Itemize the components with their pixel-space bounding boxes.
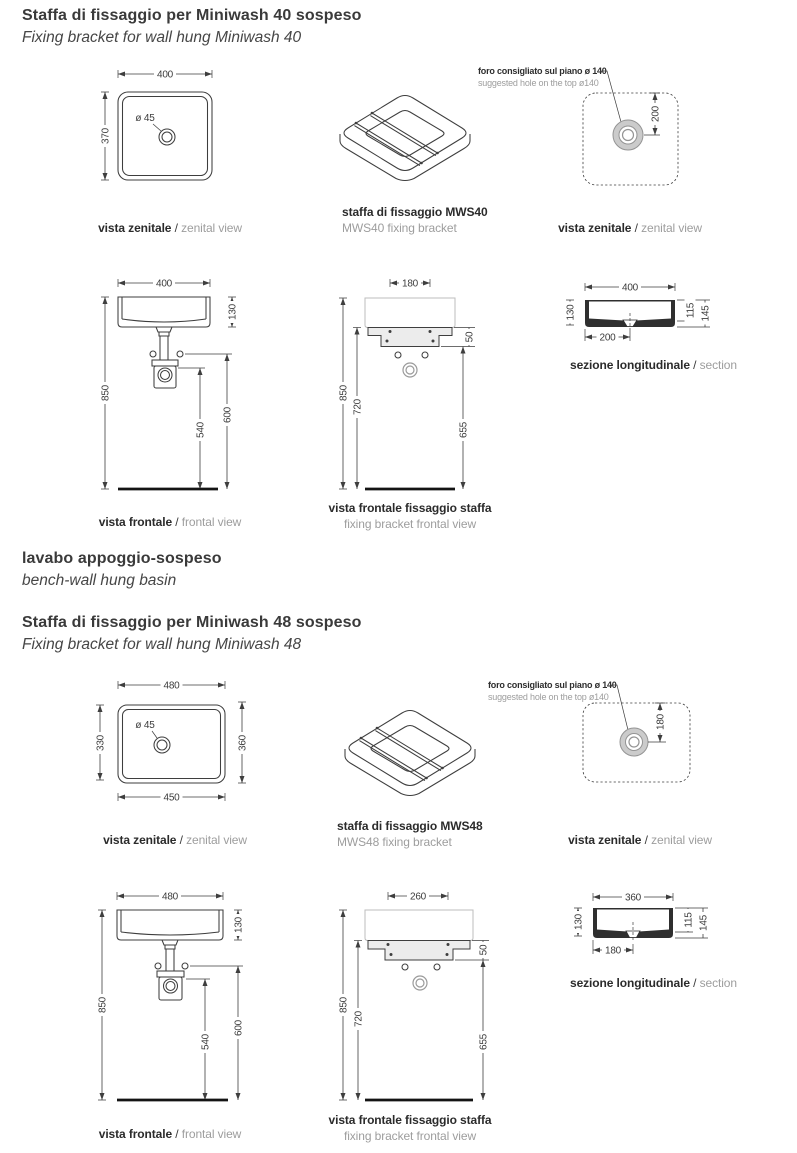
svg-text:360: 360	[237, 734, 249, 752]
svg-text:130: 130	[227, 303, 239, 321]
svg-text:400: 400	[155, 278, 173, 290]
title-mw40-en: Fixing bracket for wall hung Miniwash 40	[22, 29, 302, 46]
dim-600	[185, 354, 234, 489]
basin-outline	[118, 92, 212, 180]
fixing-hole-left	[395, 352, 401, 358]
dim-left-330	[95, 705, 107, 780]
wall-fixing-hole-left	[155, 963, 161, 969]
dim-width-480	[117, 891, 223, 903]
drain-hole	[135, 720, 170, 753]
dim-left-130	[573, 908, 585, 936]
svg-text:400: 400	[621, 282, 639, 294]
svg-text:370: 370	[100, 127, 112, 145]
bracket-rails	[359, 727, 443, 781]
leader-line	[600, 71, 621, 122]
svg-text:200: 200	[650, 105, 662, 123]
dim-540	[186, 979, 212, 1100]
svg-text:600: 600	[233, 1019, 245, 1037]
figure-bracket-iso-mws40	[330, 85, 480, 200]
leader-line	[610, 685, 628, 730]
svg-text:850: 850	[100, 384, 112, 402]
hole-note-it: foro consigliato sul piano ø 140	[488, 680, 617, 690]
bracket-front	[368, 328, 452, 347]
caption-bracket-frontal-mw40: vista frontale fissaggio staffa fixing bracket frontal view	[328, 501, 492, 531]
svg-text:850: 850	[338, 996, 350, 1014]
svg-text:130: 130	[573, 913, 585, 931]
caption-bracket-frontal-mw48: vista frontale fissaggio staffa fixing bracket frontal view	[328, 1113, 492, 1143]
dim-width-480	[118, 680, 225, 692]
dim-655	[458, 347, 470, 490]
drain-hole	[135, 113, 175, 145]
hole-note-en: suggested hole on the top ø140	[478, 78, 599, 88]
bracket-frame	[340, 96, 470, 181]
drain-label: ø 45	[135, 720, 155, 731]
svg-text:145: 145	[700, 305, 712, 322]
fixing-hole-right	[434, 964, 440, 970]
figure-bracket-iso-mws48	[335, 700, 485, 812]
wall-fixing-hole-left	[150, 351, 156, 357]
svg-text:180: 180	[401, 278, 419, 290]
dim-540	[178, 368, 207, 489]
dim-600	[190, 966, 245, 1100]
dim-total-850	[97, 910, 109, 1100]
dim-width-260	[388, 891, 448, 903]
dim-bottom-450	[118, 792, 225, 804]
drain-ghost	[413, 976, 427, 990]
figure-hole-top-mw48	[478, 675, 708, 790]
svg-text:330: 330	[95, 734, 107, 752]
caption-frontal-mw40: vista frontale / frontal view	[98, 515, 242, 529]
dim-drain-offset-200	[585, 329, 630, 344]
dim-total-850	[100, 297, 112, 489]
figure-frontal-mw48	[90, 888, 250, 1113]
svg-text:450: 450	[163, 792, 180, 804]
dim-720	[353, 941, 365, 1101]
basin-front	[118, 297, 210, 327]
figure-section-mw48	[560, 888, 797, 988]
dim-hole-offset-180	[648, 703, 667, 742]
basin-front	[117, 910, 223, 940]
suggested-hole	[613, 120, 643, 150]
title-mw40-it: Staffa di fissaggio per Miniwash 40 sospeso	[22, 7, 362, 24]
figure-bracket-frontal-mw40	[335, 275, 485, 500]
svg-text:600: 600	[222, 406, 234, 424]
wall-fixing-hole-right	[182, 963, 188, 969]
svg-text:145: 145	[698, 914, 710, 932]
svg-text:180: 180	[655, 713, 667, 731]
title-mw48-it: Staffa di fissaggio per Miniwash 48 sospeso	[22, 614, 362, 631]
dim-total-850	[338, 298, 350, 489]
dim-hole-offset-200	[644, 93, 662, 135]
svg-text:850: 850	[338, 384, 350, 402]
figure-zenital-mw40	[95, 66, 255, 216]
svg-text:180: 180	[604, 945, 622, 957]
svg-text:115: 115	[683, 912, 695, 928]
subtitle-basin-it: lavabo appoggio-sospeso	[22, 550, 222, 567]
caption-section-mw40: sezione longitudinale / section	[570, 358, 737, 372]
subtitle-basin-en: bench-wall hung basin	[22, 572, 177, 589]
drain-label: ø 45	[135, 113, 155, 124]
title-mw48-en: Fixing bracket for wall hung Miniwash 48	[22, 636, 302, 653]
caption-bracket-mws48: staffa di fissaggio MWS48 MWS48 fixing bracket	[337, 819, 483, 849]
dim-width-400	[118, 278, 210, 290]
basin-section	[593, 908, 673, 942]
hole-note-it: foro consigliato sul piano ø 140	[478, 66, 607, 76]
dim-drain-offset-180	[593, 940, 633, 957]
figure-frontal-mw40	[90, 275, 250, 500]
svg-text:130: 130	[233, 916, 245, 934]
hole-note-en: suggested hole on the top ø140	[488, 692, 609, 702]
svg-text:480: 480	[163, 680, 180, 692]
svg-text:130: 130	[565, 304, 577, 321]
dim-width-180	[390, 278, 430, 290]
svg-text:655: 655	[478, 1033, 490, 1051]
svg-text:200: 200	[599, 332, 616, 344]
caption-zenital-mw40: vista zenitale / zenital view	[98, 221, 242, 235]
caption-bracket-mws40: staffa di fissaggio MWS40 MWS40 fixing bracket	[342, 205, 488, 235]
svg-text:50: 50	[464, 331, 476, 343]
dim-720	[352, 328, 364, 490]
fixing-hole-left	[402, 964, 408, 970]
svg-text:540: 540	[195, 421, 207, 439]
basin-ghost-outline	[365, 910, 473, 941]
drain-trap	[152, 327, 178, 388]
dim-right-360	[237, 702, 249, 783]
svg-text:655: 655	[458, 421, 470, 439]
svg-text:400: 400	[156, 69, 174, 81]
svg-text:50: 50	[478, 944, 490, 956]
dim-width-360	[593, 892, 673, 904]
dim-width-400	[118, 69, 212, 81]
svg-text:540: 540	[200, 1033, 212, 1051]
svg-text:720: 720	[352, 398, 364, 416]
dim-width-400	[585, 282, 675, 294]
figure-bracket-frontal-mw48	[335, 888, 495, 1113]
basin-section	[585, 300, 675, 331]
wall-fixing-hole-right	[177, 351, 183, 357]
drain-ghost	[403, 363, 417, 377]
basin-outline	[118, 705, 225, 783]
dim-height-370	[100, 92, 112, 180]
caption-frontal-mw48: vista frontale / frontal view	[98, 1127, 242, 1141]
bracket-rails	[354, 112, 438, 166]
bracket-front	[368, 941, 470, 961]
figure-hole-top-mw40	[470, 60, 705, 190]
figure-zenital-mw48	[90, 675, 260, 810]
dim-rim-130	[233, 910, 245, 940]
svg-text:480: 480	[161, 891, 179, 903]
bracket-frame	[345, 711, 475, 796]
svg-text:720: 720	[353, 1010, 365, 1028]
caption-hole-top-mw40: vista zenitale / zenital view	[558, 221, 702, 235]
fixing-hole-right	[422, 352, 428, 358]
dim-rim-130	[227, 297, 239, 327]
caption-hole-top-mw48: vista zenitale / zenital view	[568, 833, 712, 847]
suggested-hole	[620, 728, 648, 756]
drain-trap	[157, 940, 184, 1000]
caption-zenital-mw48: vista zenitale / zenital view	[103, 833, 247, 847]
svg-text:360: 360	[624, 892, 642, 904]
svg-text:850: 850	[97, 996, 109, 1014]
svg-text:260: 260	[409, 891, 427, 903]
caption-section-mw48: sezione longitudinale / section	[570, 976, 737, 990]
dim-655	[478, 960, 490, 1100]
basin-ghost-outline	[365, 298, 455, 328]
svg-text:115: 115	[685, 302, 697, 319]
dim-left-130	[565, 300, 577, 325]
dim-total-850	[338, 910, 350, 1100]
